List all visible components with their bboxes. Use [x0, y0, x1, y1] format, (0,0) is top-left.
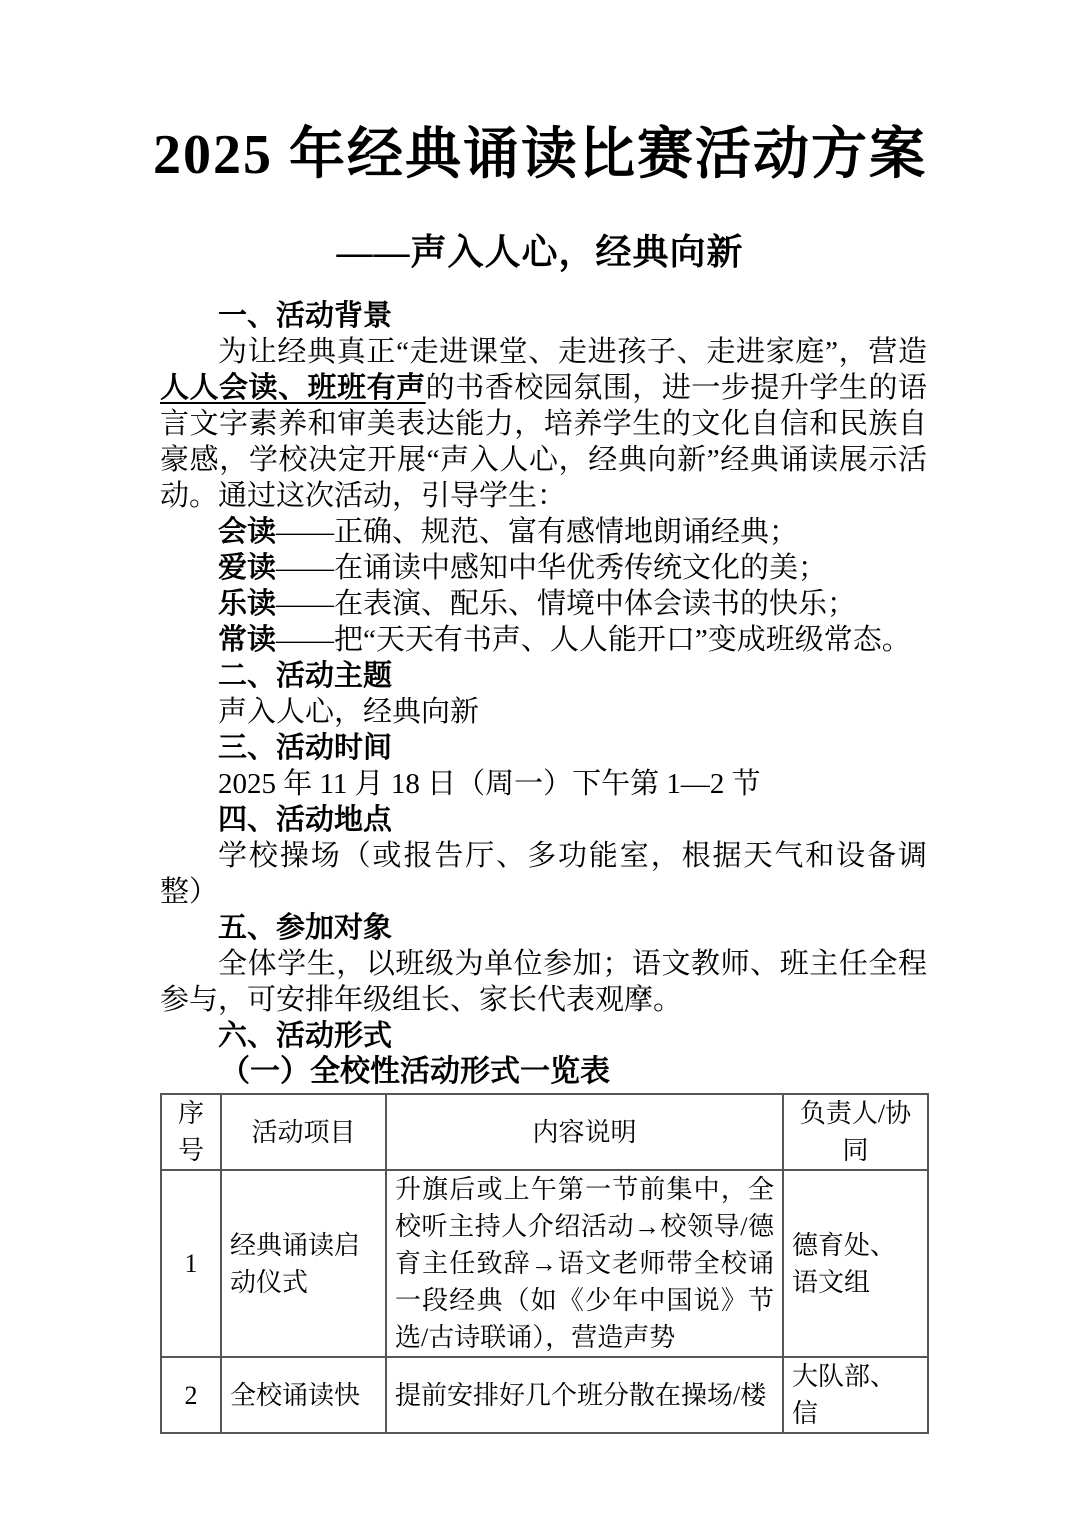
goal-text: ——把“天天有书声、人人能开口”变成班级常态。: [276, 624, 911, 656]
cell-number: 1: [161, 1170, 221, 1357]
paragraph-time: 2025 年 11 月 18 日（周一）下午第 1—2 节: [218, 768, 761, 800]
table-row: [161, 1357, 928, 1433]
section-heading-time: 三、活动时间: [218, 732, 393, 764]
goal-text: ——正确、规范、富有感情地朗诵经典；: [276, 516, 799, 548]
goal-line-ledu: [160, 586, 927, 622]
goal-line-changdu: [160, 622, 927, 658]
cell-owner: 大队部、信: [783, 1357, 928, 1433]
column-header-project: 活动项目: [221, 1094, 386, 1170]
page-subtitle: ——声入人心，经典向新: [336, 232, 744, 272]
goal-label: 会读: [218, 516, 277, 548]
goal-line-huidu: [160, 514, 927, 550]
paragraph-theme: 声入人心，经典向新: [218, 696, 480, 728]
column-header-number: 序号: [161, 1094, 221, 1170]
goal-text: ——在诵读中感知中华优秀传统文化的美；: [276, 552, 828, 584]
background-run-1: 为让经典真正“走进课堂、走进孩子、走进家庭”，营造: [218, 336, 927, 368]
background-run-3: 的书香校园氛围，进一步提升学生的语言文字素养和审美表达能力，培养学生的文化自信和民族自豪感，学校决定开展“声入人心，经典向新”经典诵读展示活动。通过这次活动，引导学生：: [160, 372, 927, 512]
goal-label: 乐读: [218, 588, 277, 620]
background-run-emphasis: 人人会读、班班有声: [160, 372, 426, 404]
section-heading-participants: 五、参加对象: [218, 912, 393, 944]
cell-project: 经典诵读启动仪式: [221, 1170, 386, 1357]
goal-text: ——在表演、配乐、情境中体会读书的快乐；: [276, 588, 857, 620]
paragraph-background: [160, 334, 927, 514]
paragraph-place: 学校操场（或报告厅、多功能室，根据天气和设备调整）: [160, 840, 927, 908]
cell-number: 2: [161, 1357, 221, 1433]
goal-label: 爱读: [218, 552, 277, 584]
cell-project: 全校诵读快: [221, 1357, 386, 1433]
goal-line-aidu: [160, 550, 927, 586]
section-heading-background: 一、活动背景: [218, 300, 393, 332]
table-header-row: [161, 1094, 928, 1170]
table-row: [161, 1170, 928, 1357]
section-heading-theme: 二、活动主题: [218, 660, 393, 692]
paragraph-participants: 全体学生，以班级为单位参加；语文教师、班主任全程参与，可安排年级组长、家长代表观摩。: [160, 948, 927, 1016]
document-body: [160, 298, 927, 1434]
cell-description: 提前安排好几个班分散在操场/楼: [386, 1357, 783, 1433]
goal-label: 常读: [218, 624, 277, 656]
column-header-owner: 负责人/协同: [783, 1094, 928, 1170]
subsection-heading-table: （一）全校性活动形式一览表: [220, 1055, 610, 1088]
section-heading-format: 六、活动形式: [218, 1020, 393, 1052]
section-heading-place: 四、活动地点: [218, 804, 393, 836]
cell-owner: 德育处、语文组: [783, 1170, 928, 1357]
page-title: 2025 年经典诵读比赛活动方案: [153, 124, 927, 186]
cell-description: 升旗后或上午第一节前集中，全校听主持人介绍活动→校领导/德育主任致辞→语文老师带全校诵一段经典（如《少年中国说》节选/古诗联诵），营造声势: [386, 1170, 783, 1357]
activity-table: [160, 1093, 929, 1434]
column-header-description: 内容说明: [386, 1094, 783, 1170]
